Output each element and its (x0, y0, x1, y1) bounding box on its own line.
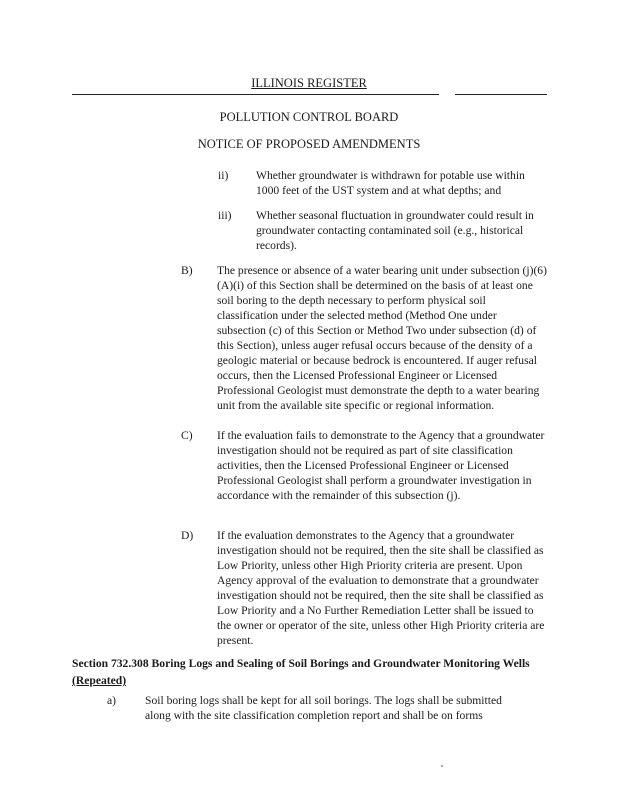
item-text: The presence or absence of a water bearing unit under subsection (j)(6)(A)(i) of this Section shall be determined on the basis of at least one soil boring to the depth necessary to perform physical soil classification under the selected method (Method One under subsection (c) of this Section or Method Two under subsection (d) of this Section), unless auger refusal occurs because of the density of a geologic material or because bedrock is encountered. If auger refusal occurs, then the Licensed Professional Engineer or Licensed Professional Geologist must demonstrate the depth to a water bearing unit from the available site specific or regional information. (217, 264, 547, 412)
item-text: Whether seasonal fluctuation in groundwater could result in groundwater contacting contaminated soil (e.g., historical records). (256, 209, 534, 252)
section-title: Section 732.308 Boring Logs and Sealing of Soil Borings and Groundwater Monitoring Wells (72, 657, 530, 670)
item-label: B) (181, 264, 193, 277)
section-status: (Repeated) (72, 674, 127, 687)
item-label: iii) (218, 209, 232, 222)
item-label: C) (181, 429, 193, 442)
section-heading (72, 655, 542, 689)
header-rule-right (455, 94, 547, 95)
header-rule-left (72, 94, 439, 95)
notice-title: NOTICE OF PROPOSED AMENDMENTS (197, 137, 421, 151)
item-label: ii) (218, 169, 229, 182)
agency-name: POLLUTION CONTROL BOARD (219, 110, 399, 124)
item-text: Soil boring logs shall be kept for all soil borings. The logs shall be submitted along with the site classification completion report and shall be on forms (145, 694, 502, 722)
item-label: a) (107, 694, 117, 707)
register-title: ILLINOIS REGISTER (251, 76, 367, 90)
item-text: If the evaluation demonstrates to the Agency that a groundwater investigation should not be required, then the site shall be classified as Low Priority, unless other High Priority criteria are present. Upon Agency approval of the evaluation to demonstrate that a groundwater investigation should not be required, then the site shall be classified as Low Priority and a No Further Remediation Letter shall be issued to the owner or operator of the site, unless other High Priority criteria are present. (217, 529, 545, 647)
item-text: If the evaluation fails to demonstrate to the Agency that a groundwater investigation should not be required as part of site classification activities, then the Licensed Professional Engineer or Licensed Professional Geologist shall perform a groundwater investigation in accordance with the remainder of this subsection (j). (217, 429, 545, 502)
scan-speck (441, 765, 443, 767)
item-label: D) (181, 529, 194, 542)
item-text: Whether groundwater is withdrawn for potable use within 1000 feet of the UST system and at what depths; and (256, 169, 525, 197)
